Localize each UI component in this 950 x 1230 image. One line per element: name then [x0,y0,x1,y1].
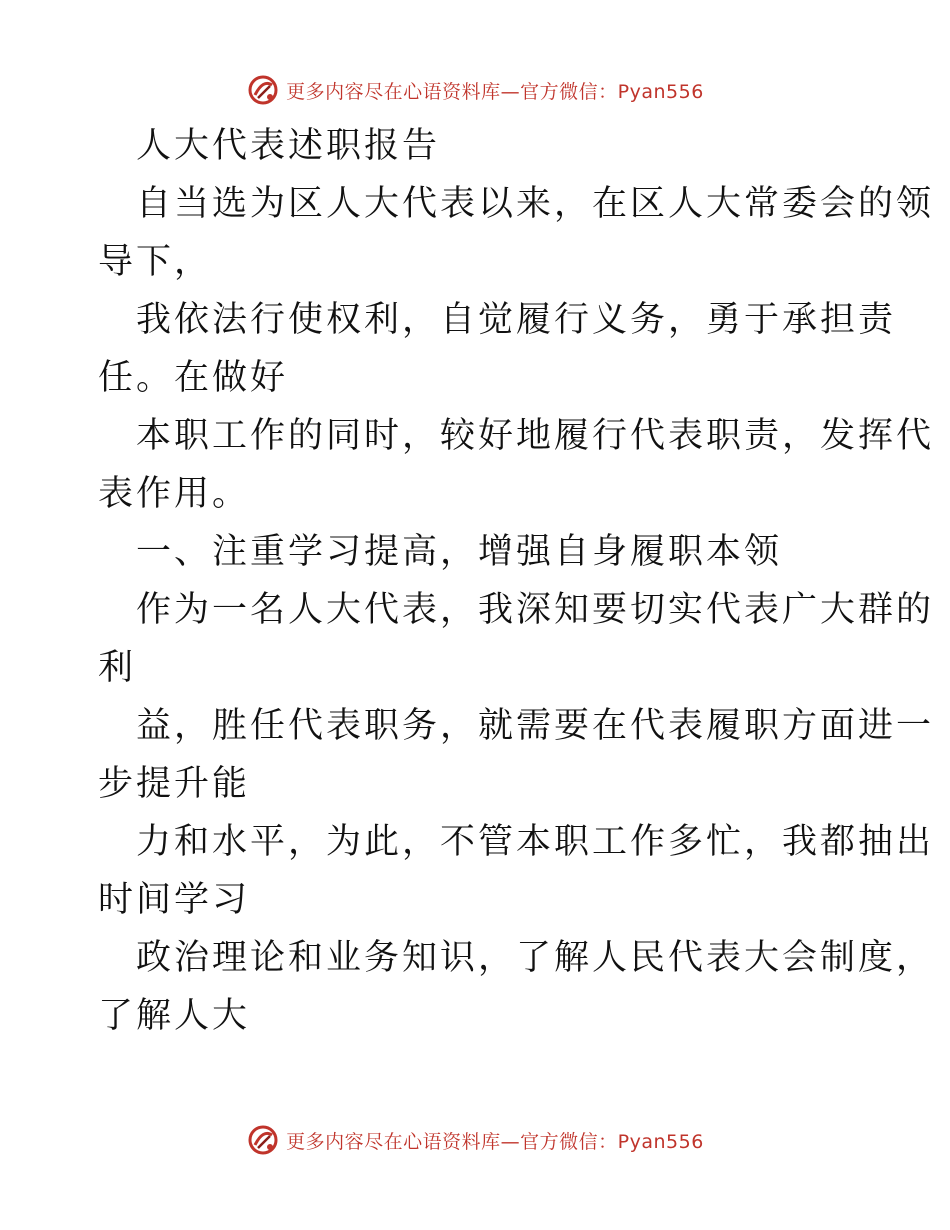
document-body [98,117,935,1045]
paragraph-line: 表作用。 [98,474,251,514]
footer-banner [0,1120,950,1160]
paragraph-line: 了解人大 [98,996,251,1036]
document-title: 人大代表述职报告 [136,126,441,166]
paragraph-line: 自当选为区人大代表以来，在区人大常委会的领 [136,184,935,224]
paragraph-line: 步提升能 [98,764,251,804]
section-heading: 一、注重学习提高，增强自身履职本领 [136,532,783,572]
logo-seal-icon [246,1123,280,1157]
paragraph-line: 利 [98,648,137,688]
paragraph-line: 导下， [98,242,213,282]
paragraph-line: 政治理论和业务知识，了解人民代表大会制度， [136,938,935,978]
paragraph-line: 我依法行使权利，自觉履行义务，勇于承担责 [136,300,897,340]
paragraph-line: 作为一名人大代表，我深知要切实代表广大群的 [136,590,935,630]
paragraph-line: 时间学习 [98,880,251,920]
paragraph-line: 任。在做好 [98,358,289,398]
banner-text: 更多内容尽在心语资料库—官方微信：Pyan556 [286,80,704,103]
banner-text: 更多内容尽在心语资料库—官方微信：Pyan556 [286,1130,704,1153]
logo-seal-icon [246,73,280,107]
header-banner [0,70,950,110]
paragraph-line: 本职工作的同时，较好地履行代表职责，发挥代 [136,416,935,456]
paragraph-line: 益，胜任代表职务，就需要在代表履职方面进一 [136,706,935,746]
paragraph-line: 力和水平，为此，不管本职工作多忙，我都抽出 [136,822,935,862]
